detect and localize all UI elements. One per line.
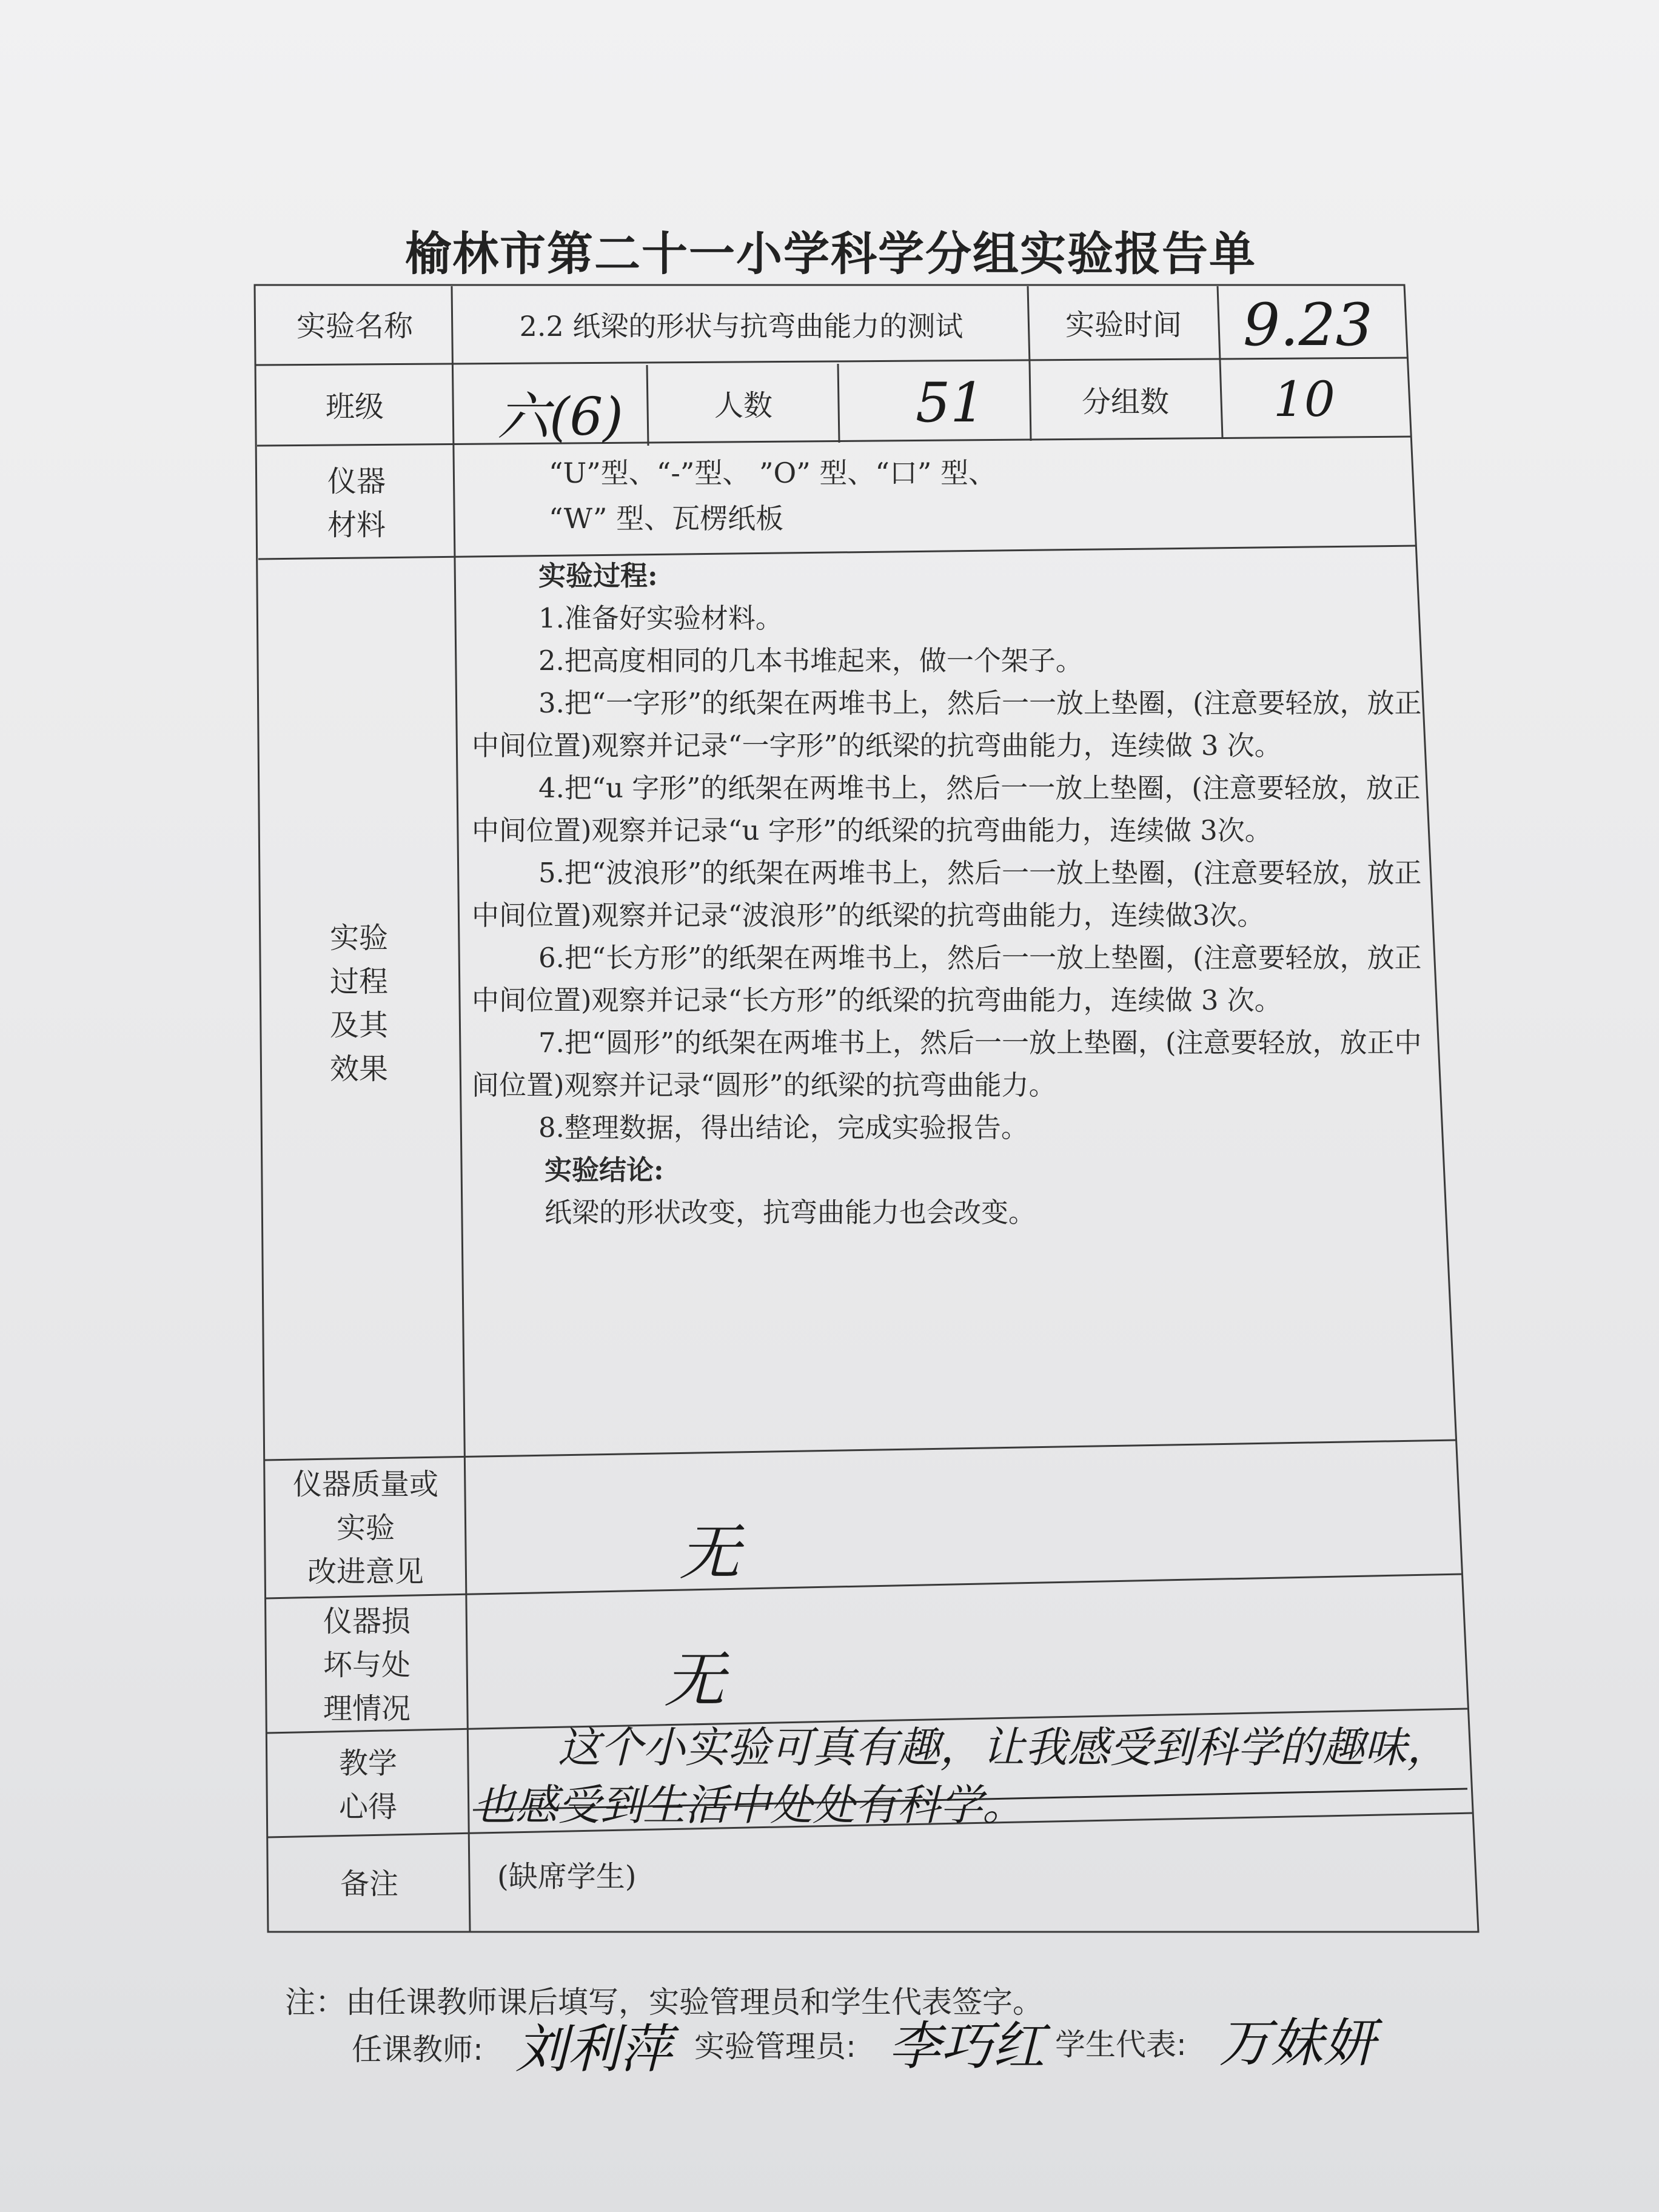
page-title: 榆林市第二十一小学科学分组实验报告单 xyxy=(405,227,1256,281)
footer-note: 注：由任课教师课后填写，实验管理员和学生代表签字。 xyxy=(285,1985,1043,2020)
teaching-value: 这个小实验可真有趣，让我感受到科学的趣味，也感受到生活中处处有科学。 xyxy=(473,1723,1449,1830)
row1-divider-b xyxy=(1218,286,1220,361)
group-count-label: 分组数 xyxy=(1081,385,1169,419)
damage-value: 无 xyxy=(664,1644,725,1715)
admin-signature: 李巧红 xyxy=(888,2016,1045,2077)
process-text xyxy=(472,555,1436,1234)
conclusion-text: 纸梁的形状改变，抗弯曲能力也会改变。 xyxy=(545,1196,1036,1228)
headcount-value: 51 xyxy=(916,371,985,435)
class-label: 班级 xyxy=(325,389,384,424)
row2-divider-b xyxy=(838,364,839,443)
remarks-value: (缺席学生) xyxy=(497,1860,637,1894)
group-count-value: 10 xyxy=(1273,371,1335,427)
class-value: 六(6) xyxy=(497,387,623,447)
conclusion-heading: 实验结论: xyxy=(545,1154,664,1186)
process-label: 实验 过程 及其 效果 xyxy=(329,921,388,1086)
materials-label: 仪器 材料 xyxy=(327,464,386,542)
teacher-label: 任课教师: xyxy=(352,2032,483,2067)
remarks-label: 备注 xyxy=(340,1867,398,1901)
teacher-signature: 刘利萍 xyxy=(515,2019,672,2080)
process-heading: 实验过程: xyxy=(538,560,658,592)
process-step: 8.整理数据，得出结论，完成实验报告。 xyxy=(538,1111,1028,1144)
process-step: 4.把“u 字形”的纸架在两堆书上，然后一一放上垫圈，(注意要轻放，放正中间位置)观察并记录“u 字形”的纸梁的抗弯曲能力，连续做 3次。 xyxy=(472,772,1421,846)
process-step: 7.把“圆形”的纸架在两堆书上，然后一一放上垫圈，(注意要轻放，放正中间位置)观察并记录“圆形”的纸梁的抗弯曲能力。 xyxy=(472,1027,1422,1101)
process-step: 2.把高度相同的几本书堆起来，做一个架子。 xyxy=(538,645,1083,677)
row2-divider-a xyxy=(647,365,648,446)
headcount-label: 人数 xyxy=(714,388,773,423)
process-step: 1.准备好实验材料。 xyxy=(538,602,783,634)
process-step: 5.把“波浪形”的纸架在两堆书上，然后一一放上垫圈，(注意要轻放，放正中间位置)观察并记录“波浪形”的纸梁的抗弯曲能力，连续做3次。 xyxy=(472,857,1422,931)
experiment-name-label: 实验名称 xyxy=(296,309,413,343)
damage-label: 仪器损 坏与处 理情况 xyxy=(323,1604,411,1726)
process-step: 3.把“一字形”的纸架在两堆书上，然后一一放上垫圈，(注意要轻放，放正中间位置)观察并记录“一字形”的纸梁的抗弯曲能力，连续做 3 次。 xyxy=(472,687,1422,762)
quality-value: 无 xyxy=(679,1517,740,1588)
quality-label: 仪器质量或 实验 改进意见 xyxy=(292,1467,438,1589)
row2-divider-d xyxy=(1220,361,1222,438)
row-line-4 xyxy=(264,1440,1456,1460)
student-signature: 万妹妍 xyxy=(1219,2013,1375,2074)
admin-label: 实验管理员: xyxy=(694,2029,856,2064)
experiment-time-label: 实验时间 xyxy=(1065,308,1182,342)
process-step: 6.把“长方形”的纸架在两堆书上，然后一一放上垫圈，(注意要轻放，放正中间位置)观察并记录“长方形”的纸梁的抗弯曲能力，连续做 3 次。 xyxy=(472,942,1422,1016)
teaching-label: 教学 心得 xyxy=(338,1746,397,1824)
student-label: 学生代表: xyxy=(1055,2027,1187,2062)
materials-line-1: “U”型、“-”型、 ”O” 型、“口” 型、 xyxy=(549,457,997,489)
experiment-name-value: 2.2 纸梁的形状与抗弯曲能力的测试 xyxy=(519,310,964,343)
materials-line-2: “W” 型、瓦楞纸板 xyxy=(549,502,784,535)
experiment-time-value: 9.23 xyxy=(1243,291,1373,359)
